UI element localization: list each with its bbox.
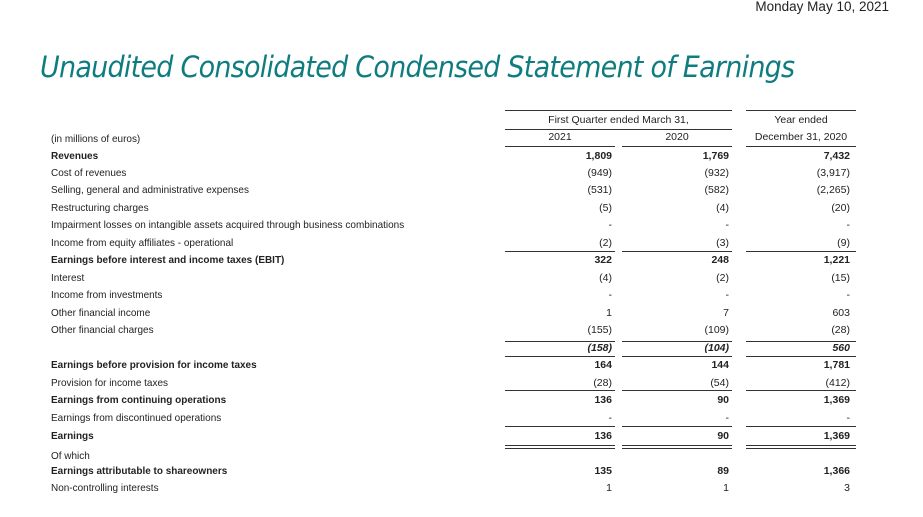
row-value-col3: (20) [831, 202, 850, 214]
rule-after-other-financial-charges-col1 [505, 341, 615, 342]
row-label: Other financial charges [51, 324, 154, 336]
table-row [0, 219, 923, 236]
rule-after-provision-taxes-col1 [505, 390, 615, 391]
row-label: Provision for income taxes [51, 377, 168, 389]
table-row [0, 482, 923, 499]
rule-after-income-equity-col2 [622, 251, 732, 252]
row-value-col1: (949) [587, 167, 612, 179]
row-value-col3: 1,369 [823, 430, 850, 442]
row-value-col2: 90 [717, 430, 729, 442]
rule-after-financial-subtotal-col3 [746, 356, 856, 357]
row-value-col2: (54) [710, 377, 729, 389]
row-label: Income from equity affiliates - operational [51, 237, 234, 249]
rule-after-other-financial-charges-col2 [622, 341, 732, 342]
table-row [0, 254, 923, 271]
rule-after-discontinued-col3 [746, 426, 856, 427]
row-value-col1: 135 [594, 465, 612, 477]
row-value-col1: 164 [594, 359, 612, 371]
table-row [0, 377, 923, 394]
row-value-col2: (932) [704, 167, 729, 179]
row-label: Revenues [51, 150, 99, 162]
row-label: Interest [51, 272, 85, 284]
rule-after-provision-taxes-col2 [622, 390, 732, 391]
row-value-col1: (5) [599, 202, 612, 214]
report-date: Monday May 10, 2021 [755, 0, 889, 14]
table-row [0, 150, 923, 167]
row-value-col3: 1,369 [823, 394, 850, 406]
row-value-col1: - [608, 219, 612, 231]
table-row [0, 324, 923, 341]
page-title: Unaudited Consolidated Condensed Statement of Earnings [40, 50, 795, 84]
row-value-col3: 1,366 [823, 465, 850, 477]
rule-after-provision-taxes-col3 [746, 390, 856, 391]
table-row [0, 289, 923, 306]
row-value-col3: (412) [825, 377, 850, 389]
row-value-col1: 1,809 [585, 150, 612, 162]
row-value-col2: 90 [717, 394, 729, 406]
row-value-col1: (2) [599, 237, 612, 249]
rule-after-other-financial-charges-col3 [746, 341, 856, 342]
row-value-col1: - [608, 412, 612, 424]
row-label: Earnings from continuing operations [51, 394, 227, 406]
col-header-dec-2020: December 31, 2020 [754, 131, 848, 143]
header-top-rule-quarter [505, 110, 732, 111]
row-value-col3: 7,432 [823, 150, 850, 162]
rule-after-financial-subtotal-col2 [622, 356, 732, 357]
row-value-col2: 248 [711, 254, 729, 266]
units-note: (in millions of euros) [51, 133, 141, 145]
double-rule-earnings-col2 [622, 445, 732, 449]
table-row [0, 359, 923, 376]
row-label: Of which [51, 450, 90, 462]
row-value-col2: (4) [716, 202, 729, 214]
row-label: Impairment losses on intangible assets acquired through business combinations [51, 219, 405, 231]
rule-after-income-equity-col1 [505, 251, 615, 252]
year-header: Year ended [774, 114, 828, 126]
header-top-rule-year [746, 110, 856, 111]
col-header-2021: 2021 [548, 131, 572, 143]
row-value-col2: 1 [723, 482, 729, 494]
row-label: Non-controlling interests [51, 482, 159, 494]
row-label: Earnings [51, 430, 94, 442]
row-value-col1: 136 [594, 430, 612, 442]
header-bottom-rule-2 [622, 146, 732, 147]
header-mid-rule [505, 129, 732, 130]
table-row [0, 184, 923, 201]
row-value-col2: 1,769 [702, 150, 729, 162]
row-label: Cost of revenues [51, 167, 127, 179]
row-value-col3: (28) [831, 324, 850, 336]
row-label: Earnings from discontinued operations [51, 412, 222, 424]
row-value-col3: - [846, 219, 850, 231]
row-value-col3: (3,917) [816, 167, 850, 179]
table-row [0, 202, 923, 219]
row-value-col3: (2,265) [816, 184, 850, 196]
row-value-col1: (28) [593, 377, 612, 389]
row-value-col1: (4) [599, 272, 612, 284]
row-value-col2: 144 [711, 359, 729, 371]
rule-after-discontinued-col2 [622, 426, 732, 427]
row-label: Income from investments [51, 289, 163, 301]
row-value-col2: 7 [723, 307, 729, 319]
row-label: Earnings before provision for income taxes [51, 359, 257, 371]
row-value-col3: - [846, 412, 850, 424]
row-value-col1: 136 [594, 394, 612, 406]
row-value-col1: - [608, 289, 612, 301]
row-value-col3: 603 [832, 307, 850, 319]
row-value-col2: - [725, 219, 729, 231]
table-row [0, 167, 923, 184]
row-value-col1: (155) [587, 324, 612, 336]
row-value-col2: (2) [716, 272, 729, 284]
quarter-header: First Quarter ended March 31, [548, 114, 689, 126]
row-value-col2: (104) [704, 342, 729, 354]
row-value-col3: (9) [837, 237, 850, 249]
row-value-col2: - [725, 289, 729, 301]
row-label: Earnings attributable to shareowners [51, 465, 228, 477]
table-row [0, 307, 923, 324]
row-value-col1: (158) [587, 342, 612, 354]
row-value-col2: 89 [717, 465, 729, 477]
rule-after-income-equity-col3 [746, 251, 856, 252]
rule-after-discontinued-col1 [505, 426, 615, 427]
double-rule-earnings-col1 [505, 445, 615, 449]
row-value-col2: (109) [704, 324, 729, 336]
row-value-col2: (582) [704, 184, 729, 196]
header-bottom-rule-1 [505, 146, 615, 147]
row-value-col3: 1,221 [823, 254, 850, 266]
rule-after-financial-subtotal-col1 [505, 356, 615, 357]
row-label: Earnings before interest and income taxes (EBIT) [51, 254, 285, 266]
row-value-col1: 1 [606, 482, 612, 494]
row-value-col3: 1,781 [823, 359, 850, 371]
double-rule-earnings-col3 [746, 445, 856, 449]
row-value-col3: 560 [832, 342, 850, 354]
table-row [0, 394, 923, 411]
col-header-2020: 2020 [665, 131, 689, 143]
row-label: Other financial income [51, 307, 151, 319]
row-value-col1: 1 [606, 307, 612, 319]
row-label: Restructuring charges [51, 202, 149, 214]
row-value-col1: (531) [587, 184, 612, 196]
row-value-col3: (15) [831, 272, 850, 284]
table-row [0, 272, 923, 289]
header-bottom-rule-3 [746, 146, 856, 147]
row-value-col3: - [846, 289, 850, 301]
row-value-col3: 3 [844, 482, 850, 494]
table-row [0, 465, 923, 482]
row-label: Selling, general and administrative expenses [51, 184, 249, 196]
row-value-col2: - [725, 412, 729, 424]
row-value-col1: 322 [594, 254, 612, 266]
row-value-col2: (3) [716, 237, 729, 249]
